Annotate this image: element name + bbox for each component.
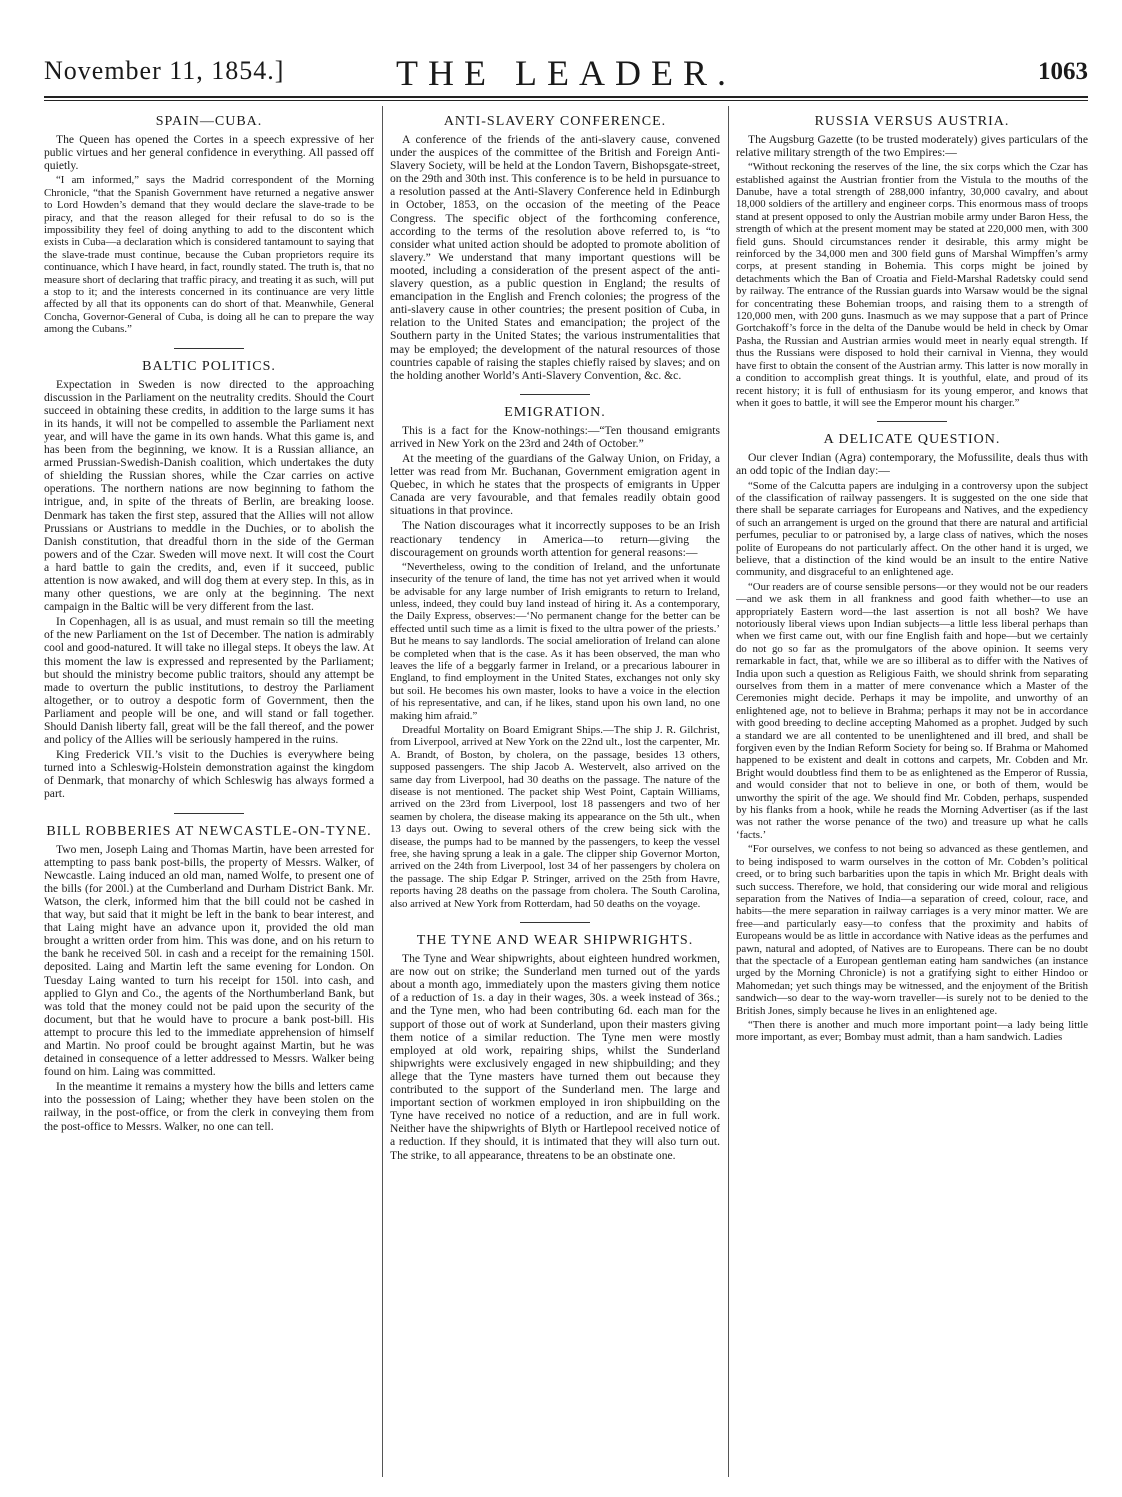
article-paragraph: This is a fact for the Know-nothings:—“Ten thousand emigrants arrived in New York on the 23rd and 24th of October.” <box>390 423 720 450</box>
article-paragraph: In Copenhagen, all is as usual, and must remain so till the meeting of the new Parliament on the 1st of December. The nation is admirably cool and good-natured. It will take no illegal steps. It obeys the law. At this moment the law is expressed and represented by the Parliament; but should the ministry become public traitors, should any attempt be made to overturn the public institutions, to destroy the Parliament altogether, or to outroy a despotic form of Government, then the Parliament and people will be one, and will stand or fall together. Should Danish liberty fall, great will be the fall thereof, and the power and policy of the Allies will be seriously hampered in the ruins. <box>44 615 374 747</box>
article-paragraph: “For ourselves, we confess to not being so advanced as these gentlemen, and to being indisposed to warm ourselves in the cotton of Mr. Cobden’s political creed, or to bring such barbarities upon the tapis in which Mr. Bright deals with such success. Therefore, we hold, that considering our wide moral and religious separation from the Natives of India—a separation of creed, colour, race, and habits—the mere separation in railway carriages is a very minor matter. We are free—and particularly easy—to confess that the proximity and habits of Europeans would be as little in accordance with Native ideas as the perfumes and pawn, natural and adopted, of Natives are to Europeans. There can be no doubt that the spectacle of a European gentleman eating ham sandwiches (an instance urged by the Morning Chronicle) is not a gratifying sight to either Hindoo or Mahomedan; yet such things may be witnessed, and the enjoyment of the British sandwich—so dear to the way-worn traveller—is surely not to be denied to the British Jones, simply because he lives in an enlightened age. <box>736 843 1088 1017</box>
article-paragraph: The Augsburg Gazette (to be trusted moderately) gives particulars of the relative military strength of the two Empires:— <box>736 133 1088 160</box>
article-bill-robberies <box>44 824 374 1133</box>
article-paragraph: “Then there is another and much more important point—a lady being little more important, as ever; Bombay must admit, than a ham sandwich. Ladies <box>736 1018 1088 1044</box>
article-a-delicate-question <box>736 432 1088 1043</box>
article-spain-cuba <box>44 114 374 336</box>
column-1 <box>44 106 374 1477</box>
article-baltic-politics <box>44 359 374 801</box>
article-russia-versus-austria <box>736 114 1088 409</box>
masthead <box>44 52 1088 96</box>
article-paragraph: “Our readers are of course sensible persons—or they would not be our readers—and we ask them in all frankness and good faith whether—to use an appropriately Eastern word—the last assertion is not all bosh? We have notoriously liberal views upon Indian subjects—a little less liberal perhaps than when we first came out, with our fine English faith and hope—but we certainly do not go so far as the promulgators of the above opinion. It seems very remarkable in fact, that, while we are so illiberal as to differ with the Natives of India upon such a question as Religious Faith, we should shrink from separating ourselves from them in a matter of mere convenance which a Master of the Ceremonies might decide. Perhaps it may be impolite, and unworthy of an enlightened age, not to believe in Brahma; perhaps it may not be in accordance with good breeding to decline accepting Mahomed as a prophet. Judged by such a standard we are all contented to be unenlightened and ill bred, and shall be forgiven even by the Indian Reform Society for being so. If Brahma or Mahomed happened to be existent and dealt in cottons and carpets, Mr. Cobden and Mr. Bright would doubtless find them to be as enlightened as the Emperor of Russia, and would consider that not to believe in one, or both of them, would be unworthy the spirit of the age. We should find Mr. Cobden, perhaps, suspended by his flanks from a hook, while he reads the Morning Advertiser (as if the last was not rather the worse penance of the two) and treasure up what he calls ‘facts.’ <box>736 580 1088 841</box>
article-heading: BILL ROBBERIES AT NEWCASTLE-ON-TYNE. <box>46 823 372 839</box>
article-heading: EMIGRATION. <box>504 404 606 420</box>
article-heading: SPAIN—CUBA. <box>155 114 263 129</box>
column-divider <box>728 106 729 1477</box>
article-paragraph: “I am informed,” says the Madrid correspondent of the Morning Chronicle, “that the Spanish Government have returned a negative answer to Lord Howden’s demand that they would declare the slave-trade to be piracy, and that the reason alleged for their refusal to do so is the impossibility they feel of doing anything to add to the discontent which exists in Cuba—a declaration which is considered tantamount to saying that the slave-trade must continue, because the Cuban proprietors require its continuance, which I have heard, in fact, roundly stated. The truth is, that no measure short of declaring that traffic piracy, and treating it as such, will put a stop to it; and the interests concerned in its continuance are very little affected by all that its opponents can do short of that. Meanwhile, General Concha, Governor-General of Cuba, is doing all he can to prepare the way among the Cubans.” <box>44 174 374 336</box>
article-paragraph: “Some of the Calcutta papers are indulging in a controversy upon the subject of the classification of railway passengers. It is suggested on the one side that there shall be separate carriages for Europeans and Natives, and the expediency of such an arrangement is urged on the ground that there are natural and artificial perfumes, peculiar to or patronised by, a large class of natives, which the noses polite of Europeans do not particularly affect. On the other hand it is urged, we believe, that a distinction of the kind would be an insult to the entire Native community, and disgraceful to an enlightened age. <box>736 479 1088 579</box>
section-separator <box>174 348 244 349</box>
section-separator <box>877 421 947 422</box>
article-emigration <box>390 405 720 910</box>
newspaper-title: THE LEADER. <box>396 53 736 93</box>
section-separator <box>520 922 590 923</box>
article-paragraph: In the meantime it remains a mystery how the bills and letters came into the possession of Laing; whether they have been stolen on the railway, in the post-office, or from the clerk in conveying them from the post-office to Messrs. Walker, no one can tell. <box>44 1080 374 1133</box>
article-heading: THE TYNE AND WEAR SHIPWRIGHTS. <box>416 933 694 949</box>
section-separator <box>520 394 590 395</box>
masthead-rule-thin <box>44 100 1088 101</box>
column-3 <box>736 106 1088 1477</box>
issue-date: November 11, 1854.] <box>44 56 285 85</box>
page-number: 1063 <box>1038 58 1088 85</box>
section-separator <box>174 813 244 814</box>
article-paragraph: At the meeting of the guardians of the Galway Union, on Friday, a letter was read from Mr. Buchanan, Government emigration agent in Quebec, in which he states that the prospects of emigrants in Upper Canada are very favourable, and that females readily obtain good situations in that province. <box>390 451 720 518</box>
article-heading: A DELICATE QUESTION. <box>823 432 1001 448</box>
article-anti-slavery-conference <box>390 114 720 382</box>
article-paragraph: “Nevertheless, owing to the condition of Ireland, and the unfortunate insecurity of the tenure of land, the time has not yet arrived when it would be advisable for any large number of Irish emigrants to return to Ireland, unless, indeed, they could buy land instead of hiring it. As a contemporary, the Daily Express, observes:—‘No permanent change for the better can be effected until such time as a limit is fixed to the ultra power of the priests.’ But he means to say landlords. The social amelioration of Ireland can alone be completed when that is the case. As it has been observed, the man who leaves the life of a beggarly farmer in Ireland, or a precarious labourer in England, to find employment in the United States, exchanges not only sky but soil. He becomes his own master, looks to have a voice in the election of his representative, and can, if he likes, stand upon his own land, no one making him afraid.” <box>390 560 720 722</box>
article-paragraph: The Nation discourages what it incorrectly supposes to be an Irish reactionary tendency in America—to return—giving the discouragement on grounds worth attention for general reasons:— <box>390 519 720 559</box>
article-paragraph: The Queen has opened the Cortes in a speech expressive of her public virtues and her general confidence in everything. All passed off quietly. <box>44 133 374 173</box>
article-paragraph: A conference of the friends of the anti-slavery cause, convened under the auspices of the committee of the British and Foreign Anti-Slavery Society, will be held at the London Tavern, Bishopsgate-street, on the 29th and 30th inst. This conference is to be held in pursuance to a resolution passed at the Anti-Slavery Conference held in Edinburgh in October, 1853, on the occasion of the meeting of the Peace Congress. The specific object of the forthcoming conference, according to the terms of the resolution above referred to, is “to consider what united action should be adopted to promote abolition of slavery.” We understand that many important questions will be mooted, including a consideration of the present aspect of the anti-slavery question, as a public question in England; the results of emancipation in the English and French colonies; the progress of the anti-slavery cause in other countries; the present position of Cuba, in relation to the United States and emancipation; the project of the Southern party in the United States; the various instrumentalities that may be employed; the development of the natural resources of those countries capable of raising the staples chiefly raised by slaves; and on the holding another World’s Anti-Slavery Convention, &c. &c. <box>390 133 720 382</box>
article-paragraph: King Frederick VII.’s visit to the Duchies is everywhere being turned into a Schleswig-Holstein demonstration against the kingdom of Denmark, that monarchy of which Schleswig has always formed a part. <box>44 748 374 801</box>
article-heading: RUSSIA VERSUS AUSTRIA. <box>814 114 1010 129</box>
article-paragraph: Our clever Indian (Agra) contemporary, the Mofussilite, deals thus with an odd topic of the Indian day:— <box>736 451 1088 478</box>
article-paragraph: “Without reckoning the reserves of the line, the six corps which the Czar has established against the Austrian frontier from the Vistula to the mouths of the Danube, have a total strength of 288,000 infantry, 30,000 cavalry, and about 18,000 soldiers of the artillery and engineer corps. This enormous mass of troops stand at present opposed to only the Austrian mobile army under Baron Hess, the strength of which at the present moment may be stated at 220,000 men, with 300 field guns. Should circumstances render it desirable, this army might be reinforced by the 34,000 men and 300 field guns of Marshal Wimpffen’s army corps, at present standing in Bohemia. This corps might be joined by detachments which the Ban of Croatia and Field-Marshal Radetsky could send by railway. The entrance of the Russian guards into Warsaw would be the signal for concentrating these Bohemian troops, and raising them to a strength of 120,000 men, with 200 guns. Inasmuch as we may suppose that a part of Prince Gortchakoff’s force in the delta of the Danube would be held in check by Omar Pasha, the Russian and Austrian armies would meet in nearly equal strength. If thus the Russians were disposed to hold their carnival in Vienna, they would have first to obtain the consent of the Austrian army. This latter is now morally in a condition to accomplish great things. It is youthful, elate, and proud of its recent history; it is full of enthusiasm for its young emperor, and knows that when it goes to battle, it will see the Emperor mount his charger.” <box>736 161 1088 409</box>
article-paragraph: Expectation in Sweden is now directed to the approaching discussion in the Parliament on the neutrality credits. Should the Court succeed in obtaining these credits, in addition to the large sums it has in its hands, it will not be compelled to assemble the Parliament next year, and will have the game in its own hands. What this game is, and has been from the beginning, we know. It is a Russian alliance, an armed Prussian-Swedish-Danish coalition, which undertakes the duty of shielding the Russian shores, while the Czar carries on active operations. The northern nations are now beginning to fathom the intrigue, and, in spite of the threats of Berlin, are breaking loose. Denmark has taken the first step, assured that the Allies will not allow Prussians or Austrians to meddle in the Duchies, or to abolish the Danish constitution, that dreadful thorn in the side of the German powers and of the Czar. Sweden will move next. It will cost the Court a hard battle to gain the credits, and, even if it succeed, public attention is now awaked, and will dog them at every step. In this, as in many other questions, we are only at the beginning. The next campaign in the Baltic will be very different from the last. <box>44 377 374 614</box>
article-paragraph: Dreadful Mortality on Board Emigrant Ships.—The ship J. R. Gilchrist, from Liverpool, arrived at New York on the 22nd ult., lost the carpenter, Mr. A. Brandt, of Boston, by cholera, on the passage, besides 13 others, supposed passengers. The ship Jacob A. Westervelt, also arrived on the same day from Liverpool, had 30 deaths on the passage. The nature of the disease is not mentioned. The packet ship West Point, Captain Williams, arrived on the 23rd from Liverpool, lost 18 passengers and two of her seamen by cholera, the disease making its appearance on the 5th ult., when 13 days out. Owing to several others of the crew being sick with the disease, the pumps had to be manned by the passengers, to keep the vessel free, she having sprung a leak in a gale. The clipper ship Governor Morton, arrived on the 24th from Liverpool, lost 34 of her passengers by cholera on the passage. The ship Edgar P. Stringer, arrived on the 25th from Havre, reports having 28 deaths on the passage from cholera. The South Carolina, also arrived at New York from Rotterdam, had 50 deaths on the voyage. <box>390 724 720 910</box>
article-heading: ANTI-SLAVERY CONFERENCE. <box>443 114 667 129</box>
masthead-rule <box>44 96 1088 98</box>
article-paragraph: Two men, Joseph Laing and Thomas Martin, have been arrested for attempting to pass bank post-bills, the property of Messrs. Walker, of Newcastle. Laing induced an old man, named Wolfe, to present one of the bills (for 200l.) at the Cumberland and Durham District Bank. Mr. Watson, the clerk, informed him that the bill could not be cashed in that way, but said that it might be left in the bank to bear interest, and that Laing might have an advance upon it, provided the old man brought a written order from him. This was done, and on his return to the bank he received 50l. in cash and a receipt for the remaining 150l. deposited. Laing and Martin left the same evening for London. On Tuesday Laing wanted to turn his receipt for 150l. into cash, and applied to Glyn and Co., the agents of the Northumberland Bank, but was told that the money could not be paid upon the security of the document, but that he would have to procure a bank post-bill. His attempt to procure this led to the immediate apprehension of himself and Martin. No proof could be brought against Martin, but he was detained in consequence of a letter addressed to Messrs. Walker being found on him. Laing was committed. <box>44 842 374 1079</box>
column-2 <box>390 106 720 1477</box>
article-tyne-wear-shipwrights <box>390 933 720 1162</box>
article-heading: BALTIC POLITICS. <box>142 358 276 374</box>
article-paragraph: The Tyne and Wear shipwrights, about eighteen hundred workmen, are now out on strike; the Sunderland men turned out of the yards about a month ago, immediately upon the masters giving them notice of a reduction of 1s. a day in their wages, 30s. a week instead of 36s.; and the Tyne men, who had been contributing 6d. each man for the support of those out of work at Sunderland, upon their masters giving them notice of a similar reduction. The Tyne men were mostly employed at old work, repairing ships, whilst the Sunderland shipwrights were exclusively engaged in new shipbuilding; and they allege that the Tyne masters have turned them out because they contributed to the support of the Sunderland men. The large and important section of workmen employed in iron shipbuilding on the Tyne have received no notice of a reduction, and are in full work. Neither have the shipwrights of Blyth or Hartlepool received notice of a reduction. If they should, it is intimated that they will also turn out. The strike, to all appearance, threatens to be an obstinate one. <box>390 952 720 1162</box>
column-divider <box>382 106 383 1477</box>
